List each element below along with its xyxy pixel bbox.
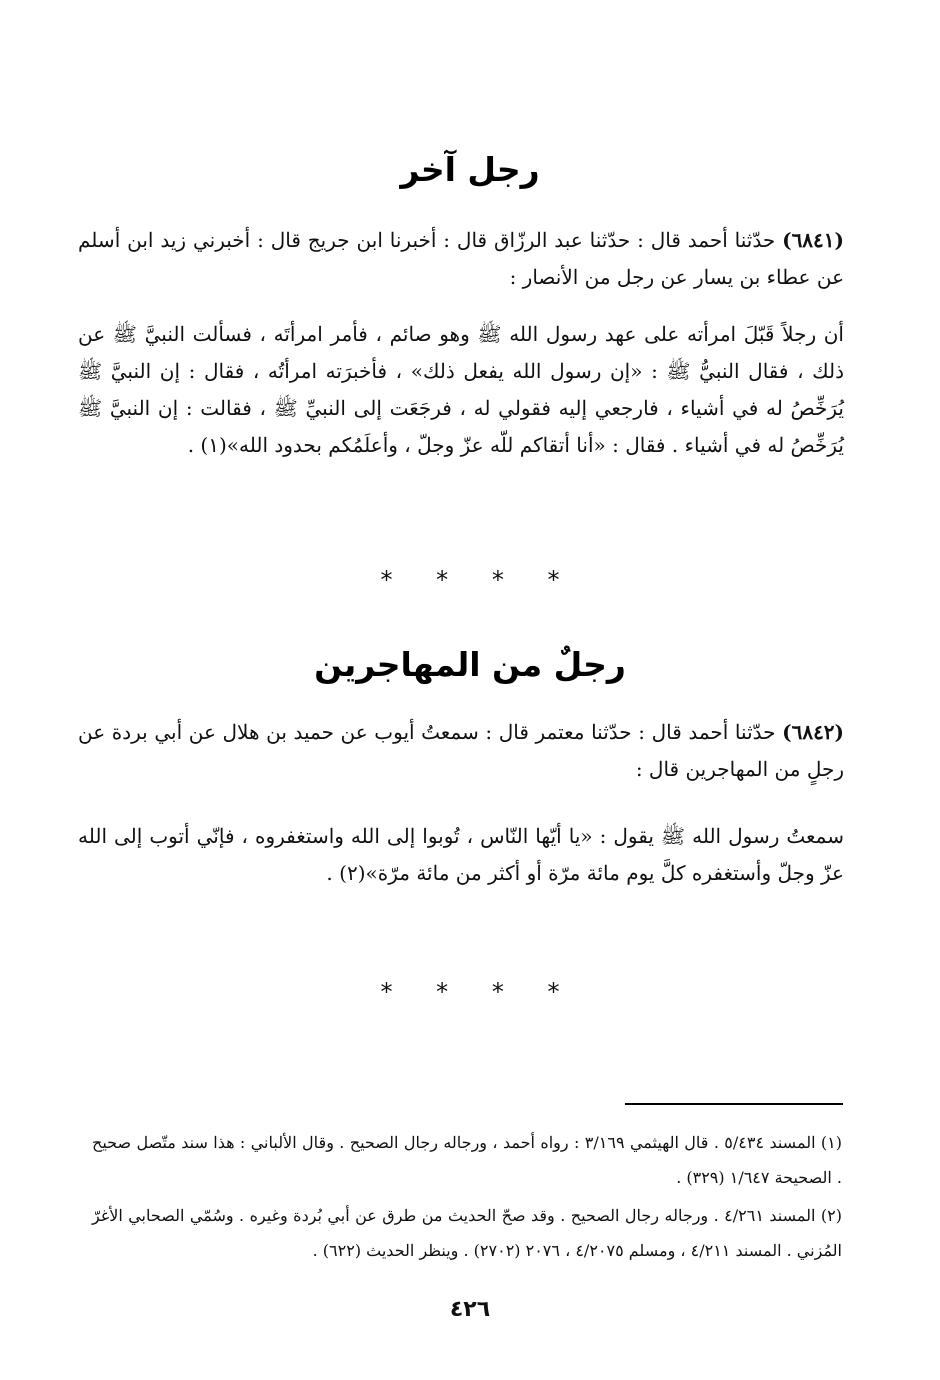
section-title-man-from-muhajirin: رجلٌ من المهاجرين	[314, 645, 626, 684]
separator-star: *	[380, 566, 393, 594]
hadith-number: (٦٨٤١)	[782, 228, 844, 252]
separator-star: *	[491, 566, 504, 594]
hadith-number: (٦٨٤٢)	[782, 720, 845, 744]
separator-star: *	[547, 566, 560, 594]
separator-star: *	[547, 978, 560, 1006]
hadith-6842-matn: سمعتُ رسول الله ﷺ يقول : «يا أيّها النّاس ، تُوبوا إلى الله واستغفروه ، فإنّي أتوب إلى الله عزّ وجلّ وأستغفره كلَّ يوم مائة مرّة أو أكثر من مائة مرّة»(٢) .	[78, 824, 844, 885]
footnote-divider	[625, 1103, 843, 1105]
footnote-1: (١) المسند ٥/٤٣٤ . قال الهيثمي ٣/١٦٩ : رواه أحمد ، ورجاله رجال الصحيح . وقال الألباني : هذا سند متّصل صحيح . الصحيحة ١/٦٤٧ (٣٢٩) .	[92, 1133, 842, 1187]
isnad-text: حدّثنا أحمد قال : حدّثنا عبد الرزّاق قال : أخبرنا ابن جريج قال : أخبرني زيد ابن أسلم عن عطاء بن يسار عن رجل من الأنصار :	[78, 228, 844, 289]
separator-star: *	[436, 566, 449, 594]
separator-star: *	[380, 978, 393, 1006]
separator-star: *	[436, 978, 449, 1006]
footnote-2: (٢) المسند ٤/٢٦١ . ورجاله رجال الصحيح . وقد صحّ الحديث من طرق عن أبي بُردة وغيره . وسُمّي الصحابي الأغرّ المُزني . المسند ٤/٢١١ ، ومسلم ٤/٢٠٧٥ ، ٢٠٧٦ (٢٧٠٢) . وينظر الحديث (٦٢٢) .	[92, 1206, 843, 1260]
separator-star: *	[491, 978, 504, 1006]
hadith-6842-isnad	[78, 714, 844, 788]
hadith-6841-isnad	[78, 222, 844, 296]
hadith-6841-matn: أن رجلاً قَبّلَ امرأته على عهد رسول الله ﷺ وهو صائم ، فأمر امرأتَه ، فسألت النبيَّ ﷺ عن ذلك ، فقال النبيُّ ﷺ : «إن رسول الله يفعل ذلك» ، فأخبرَته امرأتُه ، فقال : إن النبيَّ ﷺ يُرَخِّصُ له في أشياء ، فارجعي إليه فقولي له ، فرجَعَت إلى النبيِّ ﷺ ، فقالت : إن النبيَّ ﷺ يُرَخِّصُ له في أشياء . فقال : «أنا أتقاكم للّه عزّ وجلّ ، وأعلَمُكم بحدود الله»(١) .	[78, 322, 844, 457]
isnad-text: حدّثنا أحمد قال : حدّثنا معتمر قال : سمعتُ أيوب عن حميد بن هلال عن أبي بردة عن رجلٍ من المهاجرين قال :	[78, 720, 844, 781]
section-separator	[0, 566, 940, 594]
section-separator	[0, 978, 940, 1006]
page-number: ٤٢٦	[449, 1297, 491, 1322]
section-title-another-man: رجل آخر	[400, 150, 540, 189]
